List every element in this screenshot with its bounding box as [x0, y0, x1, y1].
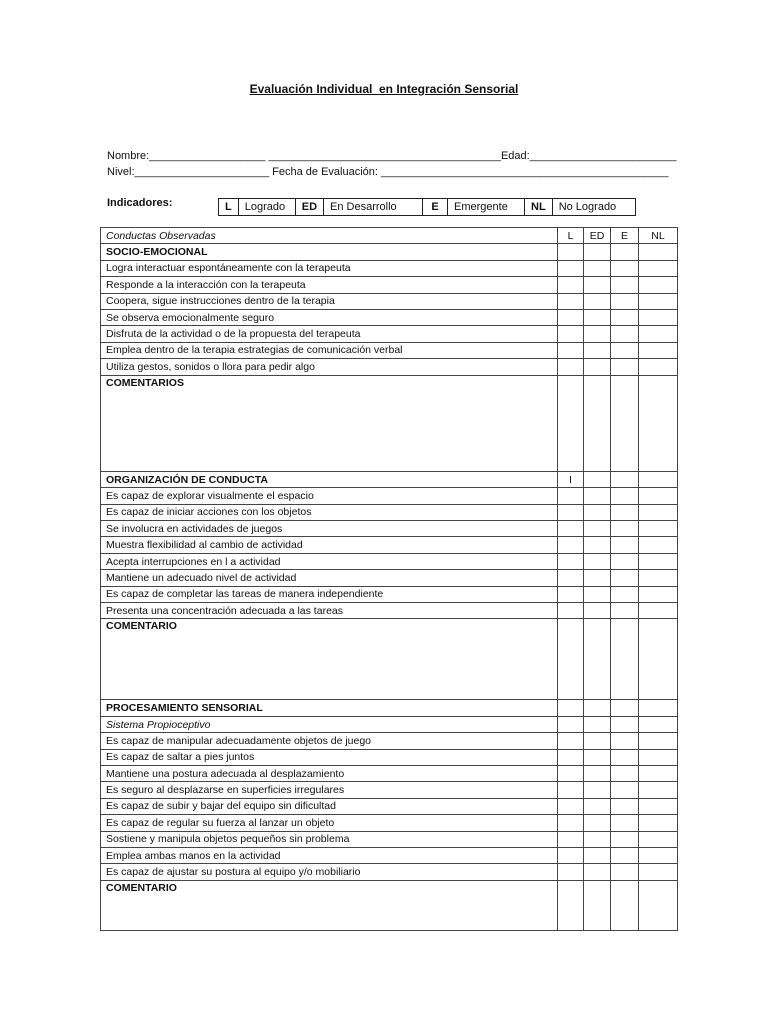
rating-cell[interactable] [584, 570, 611, 586]
rating-cell[interactable] [639, 716, 678, 732]
behavior-label: Es capaz de explorar visualmente el espacio [101, 488, 558, 504]
header-col-e: E [611, 228, 639, 244]
legend-label: En Desarrollo [324, 199, 423, 216]
rating-cell[interactable] [639, 749, 678, 765]
rating-cell[interactable] [611, 716, 639, 732]
legend-code: L [219, 199, 239, 216]
header-col-ed: ED [584, 228, 611, 244]
table-row [101, 359, 678, 375]
rating-cell[interactable] [558, 488, 584, 504]
behavior-label: Emplea ambas manos en la actividad [101, 847, 558, 863]
rating-cell[interactable] [639, 733, 678, 749]
rating-cell[interactable] [639, 815, 678, 831]
section-row [101, 700, 678, 716]
rating-cell[interactable] [584, 765, 611, 781]
section-title: ORGANIZACIÓN DE CONDUCTA [101, 471, 558, 487]
legend-label: No Logrado [552, 199, 635, 216]
behavior-label: Presenta una concentración adecuada a las tareas [101, 603, 558, 619]
behavior-label: Utiliza gestos, sonidos o llora para pedir algo [101, 359, 558, 375]
rating-cell[interactable] [558, 603, 584, 619]
table-row [101, 586, 678, 602]
name-age-line: Nombre:___________________ ______________________________________Edad:________________________ [107, 150, 677, 162]
rating-cell[interactable] [611, 765, 639, 781]
rating-cell[interactable] [584, 864, 611, 880]
rating-cell[interactable] [611, 309, 639, 325]
behavior-label: Muestra flexibilidad al cambio de actividad [101, 537, 558, 553]
rating-cell[interactable] [639, 375, 678, 471]
rating-cell[interactable] [611, 815, 639, 831]
table-row [101, 831, 678, 847]
rating-cell[interactable] [611, 700, 639, 716]
rating-cell[interactable] [611, 277, 639, 293]
rating-cell[interactable] [611, 586, 639, 602]
table-row [101, 570, 678, 586]
table-header-row [101, 228, 678, 244]
behavior-label: Se involucra en actividades de juegos [101, 521, 558, 537]
rating-cell[interactable] [611, 749, 639, 765]
rating-cell[interactable] [611, 326, 639, 342]
rating-cell[interactable] [639, 570, 678, 586]
rating-cell[interactable] [639, 293, 678, 309]
rating-cell[interactable] [558, 749, 584, 765]
rating-cell[interactable] [611, 733, 639, 749]
rating-cell[interactable] [584, 880, 611, 930]
rating-cell[interactable] [639, 277, 678, 293]
rating-cell[interactable] [558, 504, 584, 520]
table-row [101, 521, 678, 537]
rating-cell[interactable] [584, 359, 611, 375]
rating-cell[interactable] [639, 359, 678, 375]
rating-cell[interactable] [639, 782, 678, 798]
behavior-label: Es capaz de regular su fuerza al lanzar un objeto [101, 815, 558, 831]
rating-cell[interactable] [611, 880, 639, 930]
behavior-label: Mantiene una postura adecuada al desplazamiento [101, 765, 558, 781]
behavior-label: Es capaz de manipular adecuadamente objetos de juego [101, 733, 558, 749]
behavior-label: Disfruta de la actividad o de la propuesta del terapeuta [101, 326, 558, 342]
rating-cell[interactable] [639, 603, 678, 619]
comment-row [101, 375, 678, 471]
rating-cell[interactable] [584, 603, 611, 619]
behavior-label: Acepta interrupciones en l a actividad [101, 553, 558, 569]
rating-cell[interactable] [584, 733, 611, 749]
rating-cell[interactable] [558, 782, 584, 798]
table-row [101, 488, 678, 504]
legend-code: ED [295, 199, 323, 216]
rating-cell[interactable] [584, 488, 611, 504]
behavior-label: Sistema Propioceptivo [101, 716, 558, 732]
rating-cell[interactable] [639, 798, 678, 814]
header-col-nl: NL [639, 228, 678, 244]
rating-cell[interactable] [611, 537, 639, 553]
rating-cell[interactable] [558, 847, 584, 863]
table-row [101, 765, 678, 781]
rating-cell[interactable] [558, 537, 584, 553]
rating-cell[interactable] [558, 521, 584, 537]
rating-cell[interactable] [611, 831, 639, 847]
indicators-legend [218, 198, 636, 216]
rating-cell[interactable] [584, 260, 611, 276]
table-row [101, 749, 678, 765]
table-row [101, 309, 678, 325]
rating-cell[interactable] [639, 553, 678, 569]
rating-cell[interactable] [584, 375, 611, 471]
rating-cell[interactable] [611, 619, 639, 700]
rating-cell[interactable] [611, 359, 639, 375]
rating-cell[interactable] [584, 309, 611, 325]
rating-cell[interactable] [639, 488, 678, 504]
behavior-label: Se observa emocionalmente seguro [101, 309, 558, 325]
comment-label: COMENTARIO [101, 619, 558, 700]
rating-cell[interactable] [558, 244, 584, 260]
table-row [101, 260, 678, 276]
behavior-label: Es capaz de saltar a pies juntos [101, 749, 558, 765]
table-row [101, 716, 678, 732]
rating-cell[interactable] [584, 782, 611, 798]
behavior-label: Responde a la interacción con la terapeuta [101, 277, 558, 293]
indicators-label: Indicadores: [107, 197, 173, 209]
rating-cell[interactable] [639, 504, 678, 520]
behavior-label: Emplea dentro de la terapia estrategias de comunicación verbal [101, 342, 558, 358]
rating-cell[interactable] [639, 619, 678, 700]
rating-cell[interactable] [558, 553, 584, 569]
rating-cell[interactable] [584, 521, 611, 537]
rating-cell[interactable] [611, 342, 639, 358]
behavior-label: Coopera, sigue instrucciones dentro de la terapia [101, 293, 558, 309]
rating-cell[interactable] [584, 716, 611, 732]
rating-cell[interactable] [639, 471, 678, 487]
legend-label: Logrado [238, 199, 295, 216]
table-row [101, 342, 678, 358]
table-row [101, 782, 678, 798]
rating-cell[interactable] [558, 765, 584, 781]
rating-cell[interactable] [558, 309, 584, 325]
rating-cell[interactable] [639, 244, 678, 260]
rating-cell[interactable] [611, 521, 639, 537]
rating-cell[interactable] [584, 504, 611, 520]
legend-code: NL [525, 199, 553, 216]
rating-cell[interactable] [611, 244, 639, 260]
rating-cell[interactable] [611, 488, 639, 504]
behavior-label: Es capaz de ajustar su postura al equipo y/o mobiliario [101, 864, 558, 880]
rating-cell[interactable] [639, 765, 678, 781]
rating-cell[interactable] [611, 375, 639, 471]
rating-cell[interactable] [584, 342, 611, 358]
table-row [101, 815, 678, 831]
rating-cell[interactable] [558, 586, 584, 602]
table-row [101, 293, 678, 309]
rating-cell[interactable] [558, 733, 584, 749]
section-row [101, 471, 678, 487]
comment-row [101, 880, 678, 930]
rating-cell[interactable] [584, 553, 611, 569]
rating-cell[interactable] [558, 293, 584, 309]
rating-cell[interactable] [558, 831, 584, 847]
behavior-label: Sostiene y manipula objetos pequeños sin problema [101, 831, 558, 847]
behavior-label: Es capaz de completar las tareas de manera independiente [101, 586, 558, 602]
rating-cell[interactable] [639, 521, 678, 537]
behavior-label: Mantiene un adecuado nivel de actividad [101, 570, 558, 586]
rating-cell[interactable] [558, 260, 584, 276]
rating-cell[interactable] [558, 375, 584, 471]
rating-cell[interactable] [558, 700, 584, 716]
behavior-label: Logra interactuar espontáneamente con la terapeuta [101, 260, 558, 276]
page-title: Evaluación Individual en Integración Sensorial [249, 82, 519, 96]
rating-cell[interactable] [639, 537, 678, 553]
header-label: Conductas Observadas [101, 228, 558, 244]
legend-label: Emergente [448, 199, 525, 216]
rating-cell[interactable] [584, 847, 611, 863]
rating-cell[interactable] [611, 798, 639, 814]
table-row [101, 864, 678, 880]
table-row [101, 847, 678, 863]
rating-cell[interactable] [558, 326, 584, 342]
legend-code: E [423, 199, 448, 216]
table-row [101, 504, 678, 520]
table-row [101, 553, 678, 569]
section-row [101, 244, 678, 260]
evaluation-table [100, 227, 678, 931]
table-row [101, 537, 678, 553]
rating-cell[interactable] [584, 326, 611, 342]
rating-cell[interactable] [611, 864, 639, 880]
rating-cell[interactable] [639, 700, 678, 716]
table-row [101, 603, 678, 619]
table-row [101, 733, 678, 749]
rating-cell[interactable]: I [558, 471, 584, 487]
rating-cell[interactable] [558, 880, 584, 930]
rating-cell[interactable] [558, 716, 584, 732]
table-row [101, 326, 678, 342]
rating-cell[interactable] [584, 619, 611, 700]
rating-cell[interactable] [639, 831, 678, 847]
rating-cell[interactable] [584, 471, 611, 487]
rating-cell[interactable] [584, 815, 611, 831]
rating-cell[interactable] [639, 309, 678, 325]
section-title: PROCESAMIENTO SENSORIAL [101, 700, 558, 716]
rating-cell[interactable] [639, 326, 678, 342]
rating-cell[interactable] [611, 260, 639, 276]
rating-cell[interactable] [584, 293, 611, 309]
rating-cell[interactable] [611, 570, 639, 586]
rating-cell[interactable] [639, 260, 678, 276]
comment-label: COMENTARIO [101, 880, 558, 930]
rating-cell[interactable] [584, 537, 611, 553]
section-title: SOCIO-EMOCIONAL [101, 244, 558, 260]
rating-cell[interactable] [611, 847, 639, 863]
rating-cell[interactable] [611, 504, 639, 520]
table-row [101, 798, 678, 814]
rating-cell[interactable] [584, 798, 611, 814]
comment-label: COMENTARIOS [101, 375, 558, 471]
rating-cell[interactable] [584, 586, 611, 602]
rating-cell[interactable] [558, 619, 584, 700]
table-row [101, 277, 678, 293]
rating-cell[interactable] [639, 864, 678, 880]
rating-cell[interactable] [584, 244, 611, 260]
rating-cell[interactable] [639, 342, 678, 358]
rating-cell[interactable] [584, 749, 611, 765]
behavior-label: Es capaz de iniciar acciones con los objetos [101, 504, 558, 520]
rating-cell[interactable] [639, 586, 678, 602]
rating-cell[interactable] [584, 831, 611, 847]
rating-cell[interactable] [611, 471, 639, 487]
level-date-line: Nivel:______________________ Fecha de Evaluación: _______________________________________________ [107, 166, 669, 178]
behavior-label: Es capaz de subir y bajar del equipo sin dificultad [101, 798, 558, 814]
rating-cell[interactable] [611, 603, 639, 619]
rating-cell[interactable] [584, 700, 611, 716]
rating-cell[interactable] [611, 293, 639, 309]
rating-cell[interactable] [558, 342, 584, 358]
rating-cell[interactable] [558, 798, 584, 814]
rating-cell[interactable] [611, 553, 639, 569]
header-col-l: L [558, 228, 584, 244]
rating-cell[interactable] [639, 847, 678, 863]
rating-cell[interactable] [639, 880, 678, 930]
comment-row [101, 619, 678, 700]
rating-cell[interactable] [584, 277, 611, 293]
rating-cell[interactable] [558, 359, 584, 375]
rating-cell[interactable] [611, 782, 639, 798]
rating-cell[interactable] [558, 815, 584, 831]
behavior-label: Es seguro al desplazarse en superficies irregulares [101, 782, 558, 798]
rating-cell[interactable] [558, 277, 584, 293]
rating-cell[interactable] [558, 570, 584, 586]
rating-cell[interactable] [558, 864, 584, 880]
